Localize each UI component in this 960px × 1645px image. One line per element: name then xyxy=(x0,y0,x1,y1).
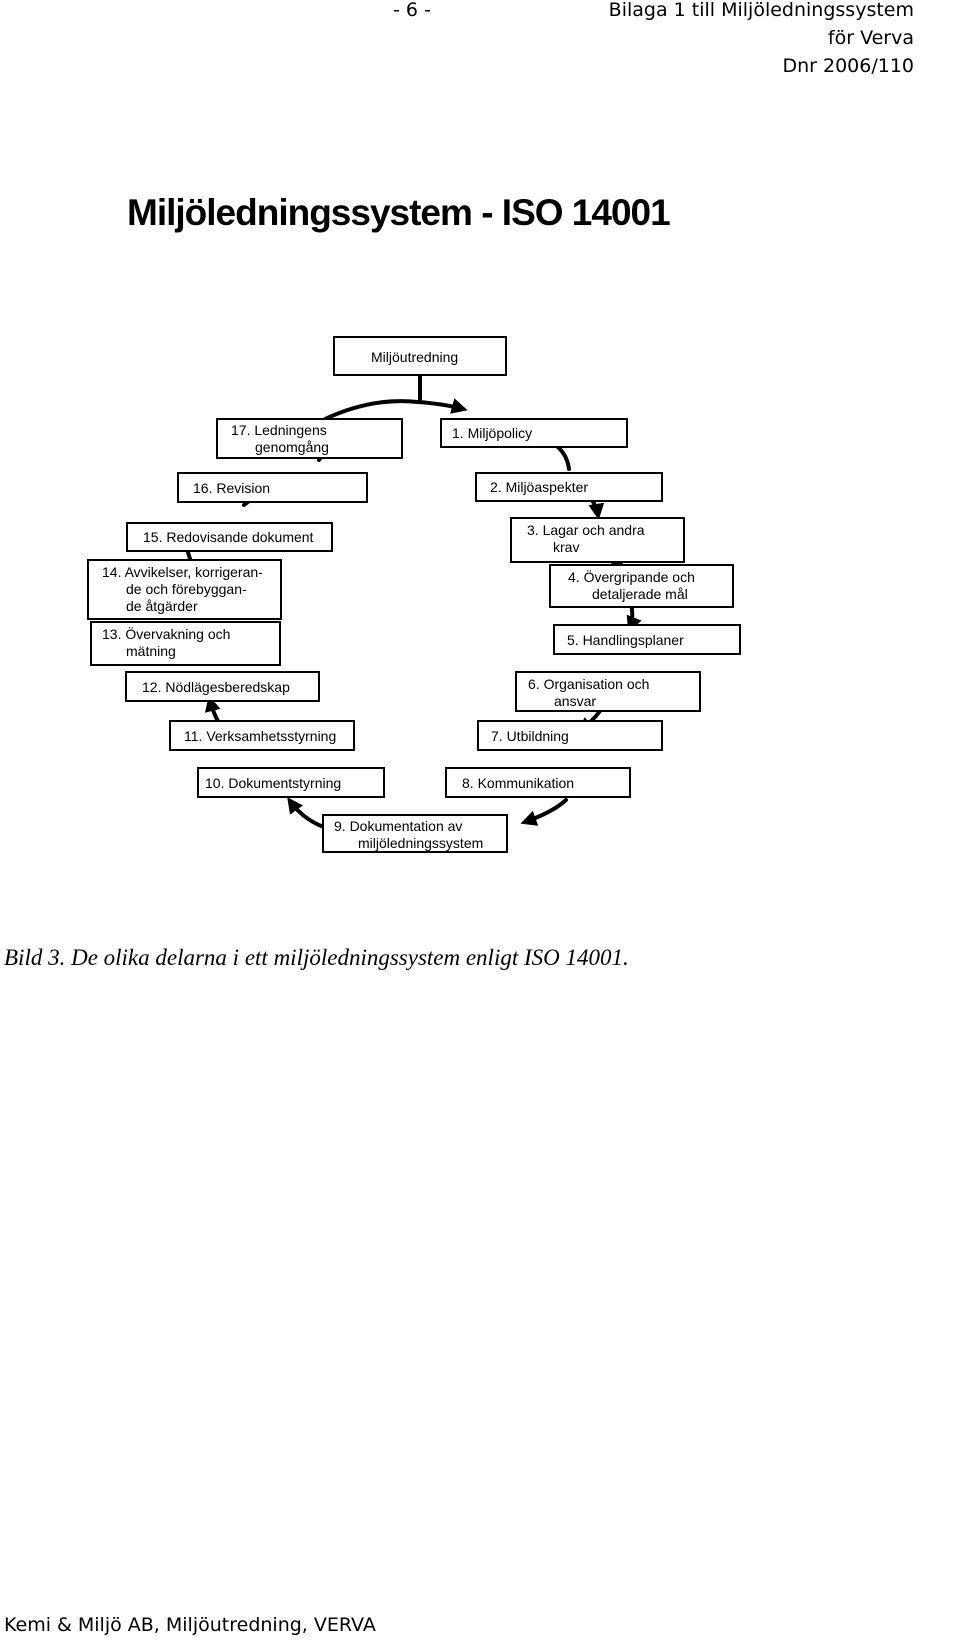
box-label: 7. Utbildning xyxy=(491,728,569,744)
box-14-avvikelser xyxy=(87,559,282,620)
box-1-miljopolicy xyxy=(440,418,628,448)
box-7-utbildning xyxy=(477,720,663,751)
header-line-2: för Verva xyxy=(827,27,914,49)
box-8-kommunikation xyxy=(445,767,631,798)
box-16-revision xyxy=(177,472,368,503)
box-label: 1. Miljöpolicy xyxy=(452,425,533,441)
box-label: 15. Redovisande dokument xyxy=(143,529,314,545)
document-title: Miljöledningssystem - ISO 14001 xyxy=(127,192,670,233)
box-2-miljoaspekter xyxy=(475,472,663,502)
box-label-line: de och förebyggan- xyxy=(126,581,247,597)
cycle-arc-arrow xyxy=(418,402,463,409)
cycle-arc xyxy=(325,401,418,419)
box-label-line: ansvar xyxy=(554,693,597,709)
box-5-handlingsplaner xyxy=(553,624,741,655)
box-label-line: 4. Övergripande och xyxy=(568,569,695,585)
header-line-1: Bilaga 1 till Miljöledningssystem xyxy=(608,0,914,21)
box-3-lagar-och-andra-krav xyxy=(510,517,685,563)
box-label: 2. Miljöaspekter xyxy=(490,479,589,495)
page-number: - 6 - xyxy=(393,0,431,21)
box-label-line: krav xyxy=(553,539,580,555)
box-12-nodlagesberedskap xyxy=(125,671,320,702)
header-line-3: Dnr 2006/110 xyxy=(782,55,914,77)
box-13-overvakning-och-matning xyxy=(90,621,281,666)
cycle-arc xyxy=(525,800,566,822)
box-10-dokumentstyrning xyxy=(197,767,385,798)
box-15-redovisande-dokument xyxy=(126,522,333,552)
box-17-ledningens-genomgang xyxy=(216,418,403,459)
box-label: 11. Verksamhetsstyrning xyxy=(184,728,337,744)
page-footer: Kemi & Miljö AB, Miljöutredning, VERVA xyxy=(4,1614,376,1636)
box-label-line: 3. Lagar och andra xyxy=(527,522,645,538)
box-label-line: 14. Avvikelser, korrigeran- xyxy=(102,564,263,580)
box-label-line: detaljerade mål xyxy=(592,586,688,602)
box-label-line: mätning xyxy=(126,643,176,659)
box-9-dokumentation-av-miljoledningssystem xyxy=(322,814,508,853)
box-label: 8. Kommunikation xyxy=(462,775,575,791)
box-label: 5. Handlingsplaner xyxy=(567,632,684,648)
figure-caption: Bild 3. De olika delarna i ett miljöledningssystem enligt ISO 14001. xyxy=(4,945,629,970)
box-label: Miljöutredning xyxy=(371,349,459,365)
box-miljoutredning xyxy=(333,336,507,376)
box-label-line: 13. Övervakning och xyxy=(102,626,231,642)
box-11-verksamhetsstyrning xyxy=(169,720,355,751)
box-4-overgripande-mal xyxy=(549,564,734,608)
box-label-line: genomgång xyxy=(255,439,329,455)
box-label: 10. Dokumentstyrning xyxy=(205,775,342,791)
box-label: 16. Revision xyxy=(193,480,271,496)
box-6-organisation-och-ansvar xyxy=(515,671,701,712)
box-label-line: 9. Dokumentation av xyxy=(334,818,463,834)
box-label-line: de åtgärder xyxy=(126,598,198,614)
box-label-line: 17. Ledningens xyxy=(231,422,327,438)
box-label: 12. Nödlägesberedskap xyxy=(142,679,290,695)
box-label-line: miljöledningssystem xyxy=(358,835,484,851)
box-label-line: 6. Organisation och xyxy=(528,676,650,692)
